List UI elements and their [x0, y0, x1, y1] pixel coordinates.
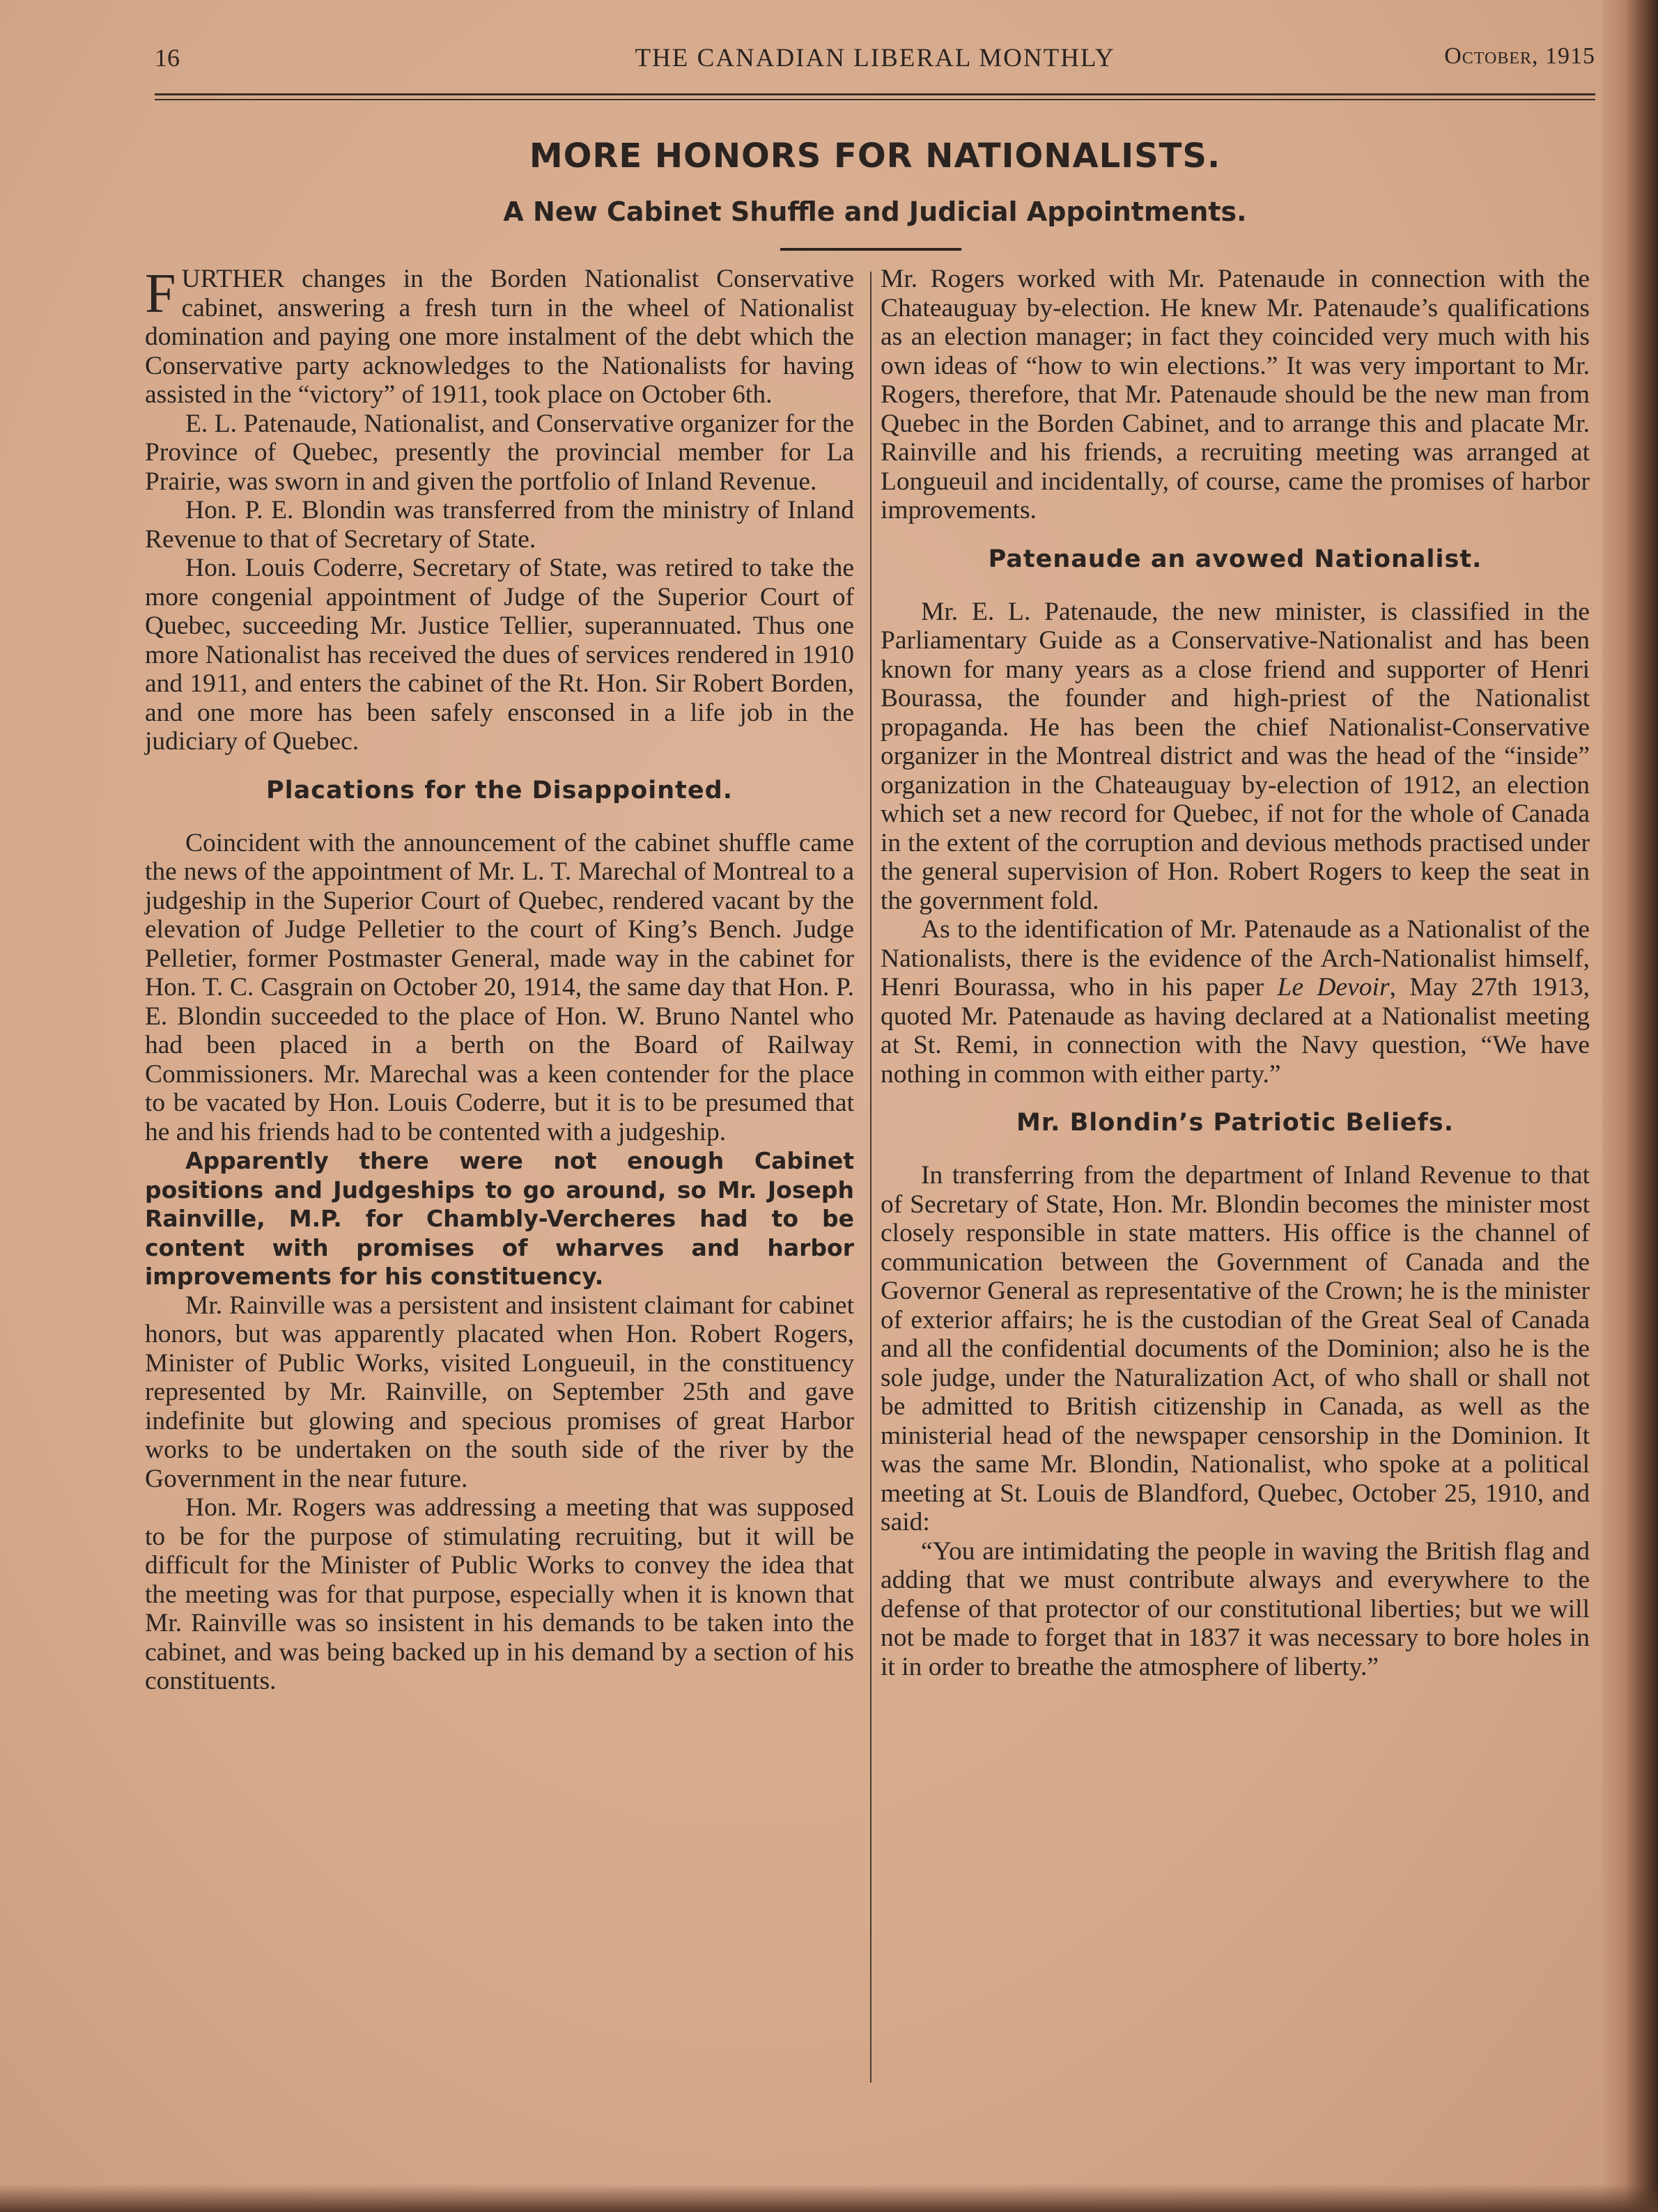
- text-run: As to the identification of Mr. Patenaude as a Nationalist of the Nationalists, there is the evidence of the Arch-Nationalist himself, Henri Bourassa, who in his paper: [881, 915, 1590, 1002]
- paragraph: E. L. Patenaude, Nationalist, and Conservative organizer for the Province of Quebec, presently the provincial member for La Prairie, was sworn in and given the portfolio of Inland Revenue.: [145, 409, 854, 496]
- paragraph: Hon. P. E. Blondin was transferred from the ministry of Inland Revenue to that of Secretary of State.: [145, 496, 854, 554]
- paragraph: Mr. Rainville was a persistent and insistent claimant for cabinet honors, but was apparently placated when Hon. Robert Rogers, Minister of Public Works, visited Longueuil, in the constituency represented by Mr. Rainville, on September 25th and gave indefinite but glowing and specious promises of great Harbor works to be undertaken on the south side of the river by the Government in the near future.: [145, 1291, 854, 1493]
- drop-cap: F: [145, 263, 176, 325]
- column-divider: [870, 272, 871, 2082]
- paragraph: Hon. Mr. Rogers was addressing a meeting that was supposed to be for the purpose of stimulating recruiting, but it will be difficult for the Minister of Public Works to convey the idea that the meeting was for that purpose, especially when it is known that Mr. Rainville was so insistent in his demands to be taken into the cabinet, and was being backed up in his demand by a section of his constituents.: [145, 1493, 854, 1695]
- left-column: [145, 265, 854, 1696]
- bold-paragraph: Apparently there were not enough Cabinet positions and Judgeships to go around, so Mr. Joseph Rainville, M.P. for Chambly-Vercheres had to be content with promises of wharves and harbor improvements for his constituency.: [145, 1147, 854, 1290]
- article-title: MORE HONORS FOR NATIONALISTS.: [529, 137, 1221, 176]
- journal-title: THE CANADIAN LIBERAL MONTHLY: [635, 44, 1115, 72]
- section-heading: Placations for the Disappointed.: [265, 776, 733, 804]
- running-header: [155, 43, 1595, 85]
- quote-paragraph: “You are intimidating the people in waving the British flag and adding that we must contribute always and everywhere to the defense of that protector of our constitutional liberties; but we will not be made to forget that in 1837 it was necessary to bore holes in it in order to breathe the atmosphere of liberty.”: [881, 1536, 1590, 1681]
- paragraph: Coincident with the announcement of the cabinet shuffle came the news of the appointment of Mr. L. T. Marechal of Montreal to a judgeship in the Superior Court of Quebec, rendered vacant by the elevation of Judge Pelletier to the court of King’s Bench. Judge Pelletier, former Postmaster General, made way in the cabinet for Hon. T. C. Casgrain on October 20, 1914, the same day that Hon. P. E. Blondin succeeded to the place of Hon. W. Bruno Nantel who had been placed in a berth on the Board of Railway Commissioners. Mr. Marechal was a keen contender for the place to be vacated by Hon. Louis Coderre, but it is to be presumed that he and his friends had to be contented with a judgeship.: [145, 828, 854, 1146]
- page-edge-shadow: [1602, 0, 1658, 2212]
- paragraph: In transferring from the department of Inland Revenue to that of Secretary of State, Hon. Mr. Blondin becomes the minister most closely responsible in state matters. His office is the channel of communication between the Government of Canada and the Governor General as representative of the Crown; he is the minister of exterior affairs; he is the custodian of the Great Seal of Canada and all the confidential documents of the Dominion; also he is the sole judge, under the Naturalization Act, of who shall or shall not be admitted to British citizenship in Canada, as well as the ministerial head of the newspaper censorship in the Dominion. It was the same Mr. Blondin, Nationalist, who spoke at a political meeting at St. Louis de Blandford, Quebec, October 25, 1910, and said:: [881, 1161, 1590, 1536]
- paragraph: Mr. E. L. Patenaude, the new minister, is classified in the Parliamentary Guide as a Conservative-Nationalist and has been known for many years as a close friend and supporter of Henri Bourassa, the founder and high-priest of the Nationalist propaganda. He has been the chief Nationalist-Conservative organizer in the Montreal district and was the head of the “inside” organization in the Chateauguay by-election of 1912, an election which set a new record for Quebec, if not for the whole of Canada in the extent of the corruption and devious methods practised under the general supervision of Hon. Robert Rogers to keep the seat in the government fold.: [881, 597, 1590, 915]
- intro-text: URTHER changes in the Borden Nationalist Conservative cabinet, answering a fresh turn in the wheel of Nationalist domination and paying one more instalment of the debt which the Conservative party acknowledges to the Nationalists for having assisted in the “victory” of 1911, took place on October 6th.: [145, 265, 854, 409]
- text-run: , May 27th 1913, quoted Mr. Patenaude as having declared at a Nationalist meeting at St. Remi, in connection with the Navy question, “We have nothing in common with either party.”: [881, 973, 1590, 1089]
- article-subtitle: A New Cabinet Shuffle and Judicial Appointments.: [503, 196, 1247, 227]
- header-rule: [155, 93, 1595, 95]
- header-rule-secondary: [155, 99, 1595, 100]
- paragraph: [881, 915, 1590, 1089]
- title-divider: [780, 248, 961, 251]
- page-bottom-shadow: [0, 2184, 1658, 2212]
- issue-date: October, 1915: [1444, 43, 1595, 69]
- newspaper-name: Le Devoir: [1277, 973, 1390, 1002]
- paragraph: Hon. Louis Coderre, Secretary of State, was retired to take the more congenial appointment of Judge of the Superior Court of Quebec, succeeding Mr. Justice Tellier, superannuated. Thus one more Nationalist has received the dues of services rendered in 1910 and 1911, and enters the cabinet of the Rt. Hon. Sir Robert Borden, and one more has been safely ensconsed in a life job in the judiciary of Quebec.: [145, 554, 854, 756]
- section-heading: Patenaude an avowed Nationalist.: [988, 545, 1482, 573]
- paragraph: Mr. Rogers worked with Mr. Patenaude in connection with the Chateauguay by-election. He knew Mr. Patenaude’s qualifications as an election manager; in fact they coincided very much with his own ideas of “how to win elections.” It was very important to Mr. Rogers, therefore, that Mr. Patenaude should be the new man from Quebec in the Borden Cabinet, and to arrange this and placate Mr. Rainville and his friends, a recruiting meeting was arranged at Longueuil and incidentally, of course, came the promises of harbor improvements.: [881, 265, 1590, 524]
- right-column: [881, 265, 1590, 1681]
- section-heading: Mr. Blondin’s Patriotic Beliefs.: [1016, 1109, 1455, 1137]
- page-number: 16: [155, 44, 180, 72]
- intro-paragraph: [145, 265, 854, 410]
